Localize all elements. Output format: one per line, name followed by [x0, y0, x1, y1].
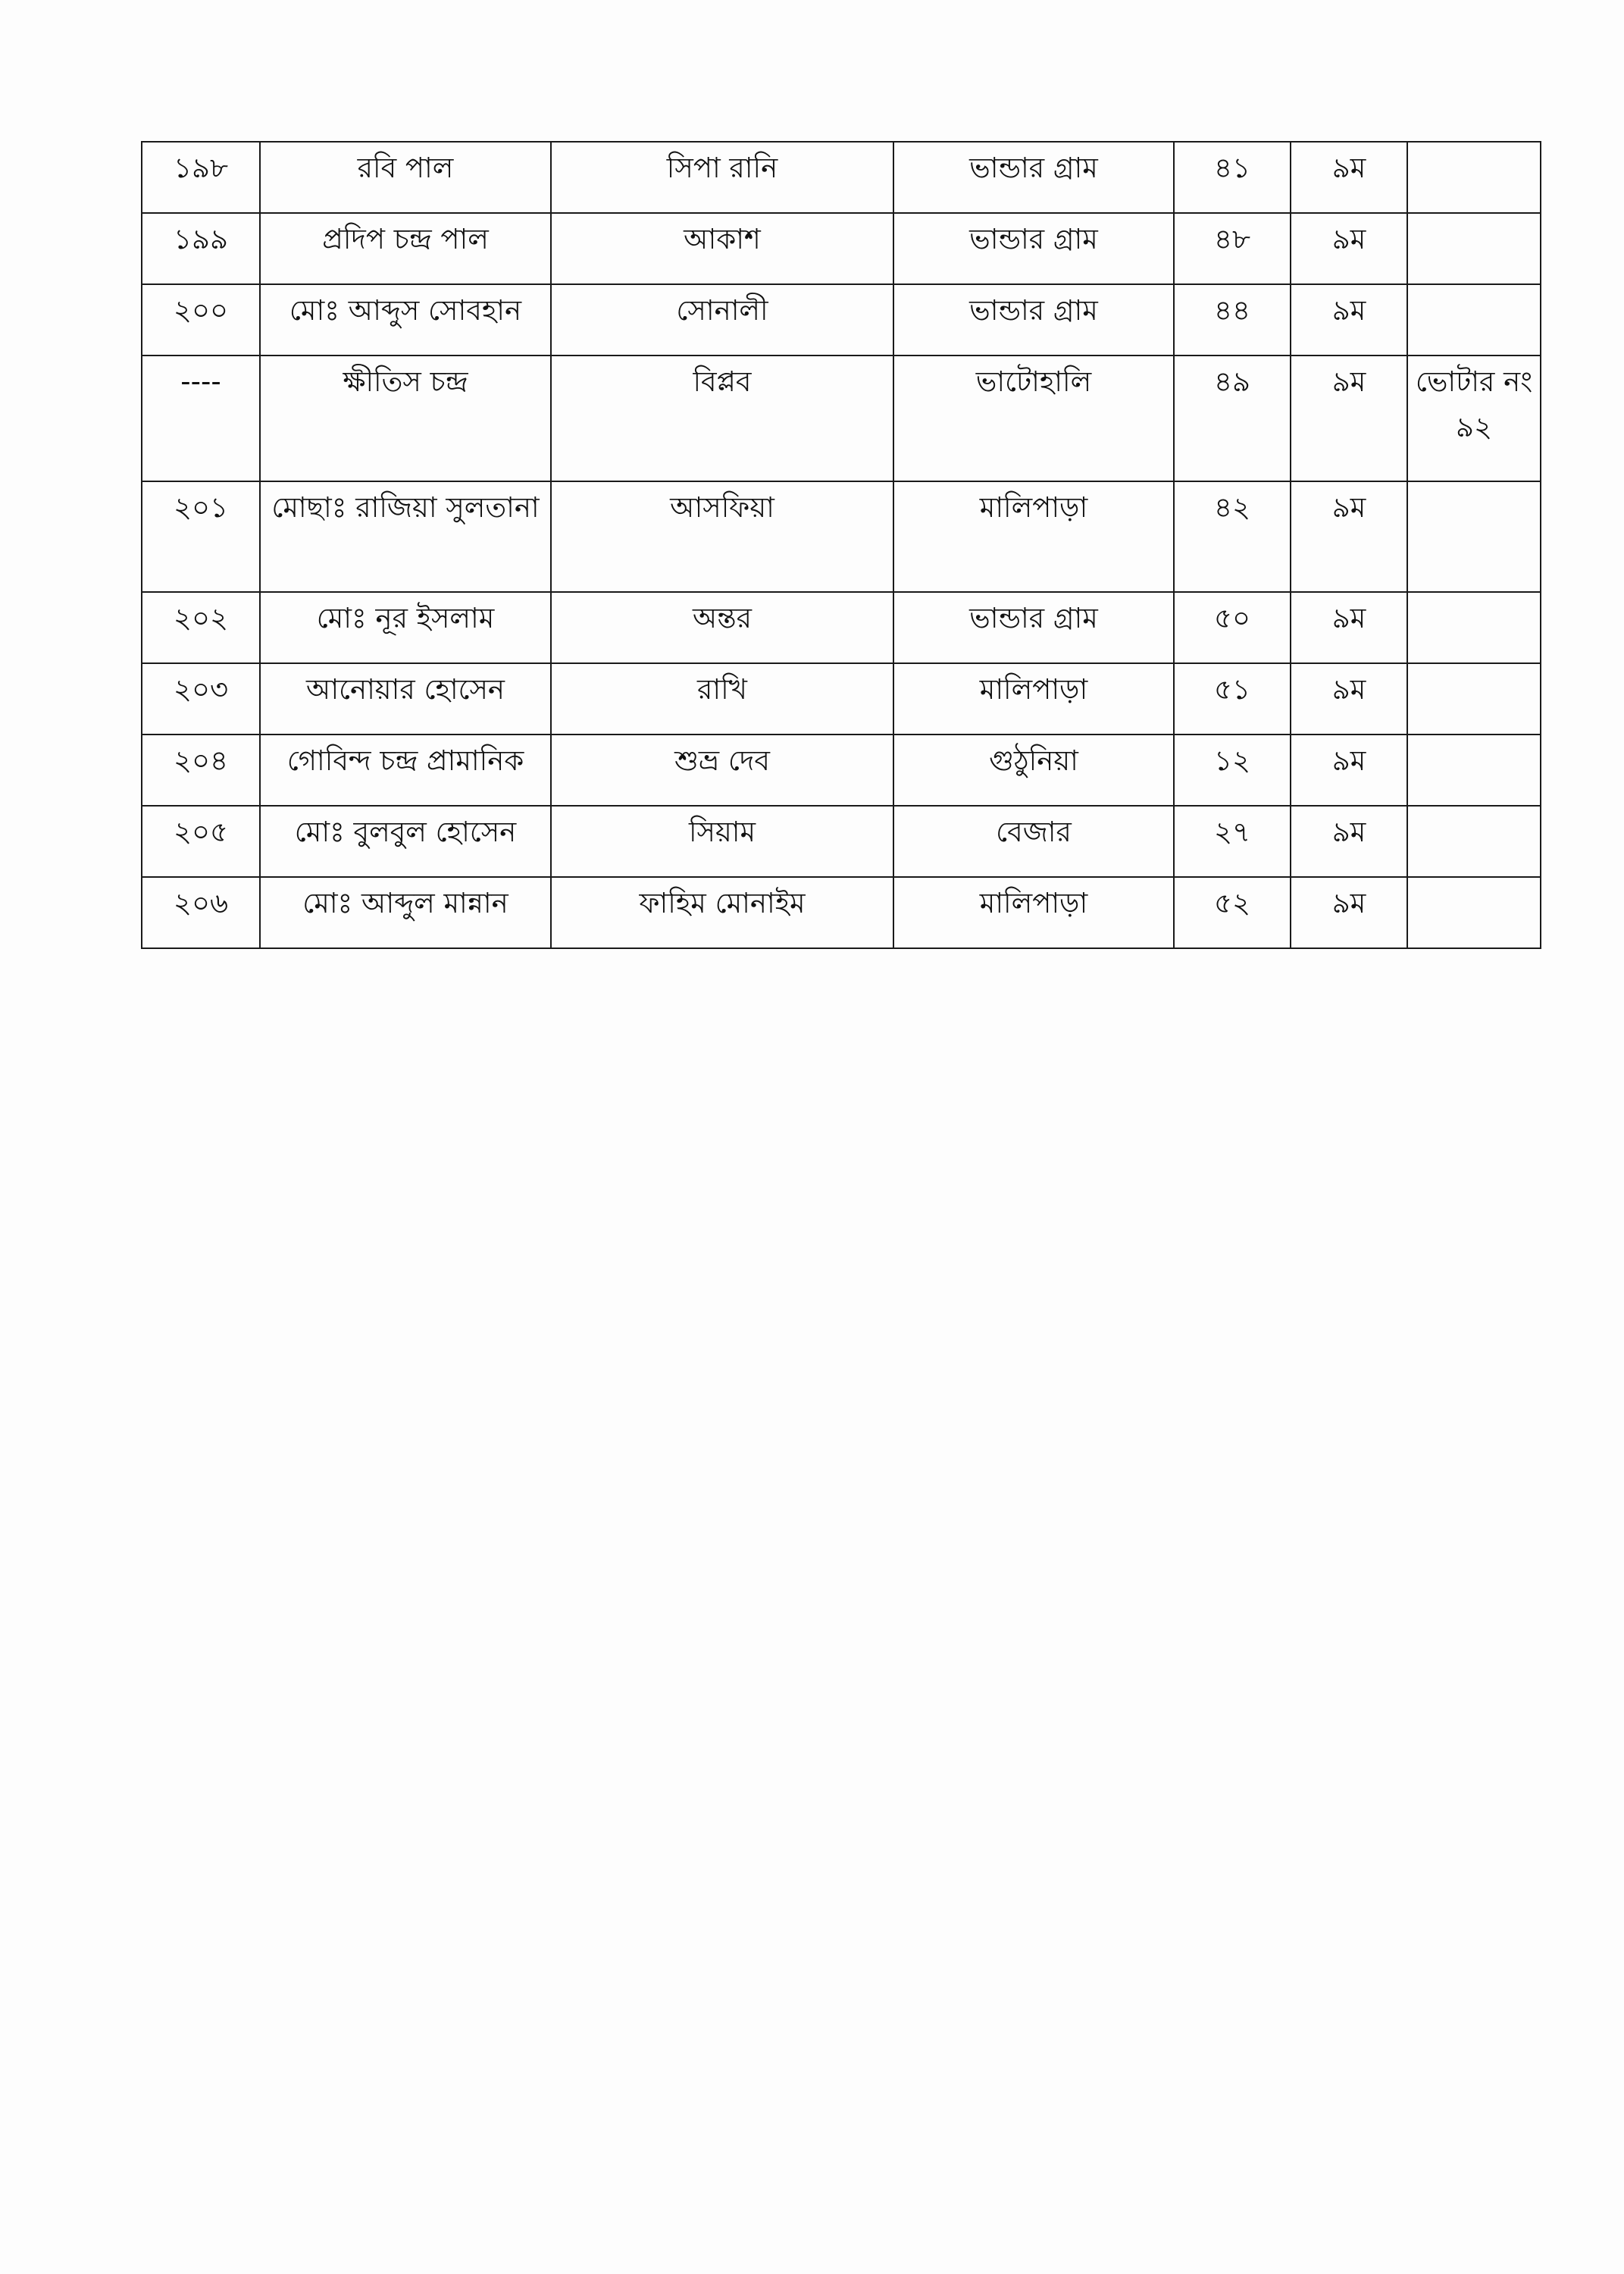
class-cell: ৯ম [1291, 735, 1407, 806]
table-row [142, 142, 1541, 213]
roll-cell: ১২ [1174, 735, 1291, 806]
village-cell: ভাটোহালি [893, 356, 1174, 481]
roll-cell: ৫২ [1174, 877, 1291, 948]
table-row [142, 284, 1541, 356]
roll-cell: ৪৯ [1174, 356, 1291, 481]
village-cell: ভান্ডার গ্রাম [893, 592, 1174, 663]
roll-cell: ৪৪ [1174, 284, 1291, 356]
remark-cell [1407, 877, 1541, 948]
class-cell: ৯ম [1291, 284, 1407, 356]
roll-cell: ৫০ [1174, 592, 1291, 663]
name-cell: মোঃ আব্দুস সোবহান [260, 284, 551, 356]
village-cell: মালিপাড়া [893, 663, 1174, 735]
table-row [142, 806, 1541, 877]
class-cell: ৯ম [1291, 877, 1407, 948]
class-cell: ৯ম [1291, 592, 1407, 663]
name-cell: ক্ষীতিস চন্দ্র [260, 356, 551, 481]
roll-cell: ২৭ [1174, 806, 1291, 877]
serial-cell: ১৯৯ [142, 213, 260, 284]
village-cell: মালিপাড়া [893, 877, 1174, 948]
village-cell: ভান্ডার গ্রাম [893, 213, 1174, 284]
name-cell: মোঃ নূর ইসলাম [260, 592, 551, 663]
table-row [142, 877, 1541, 948]
table-row [142, 213, 1541, 284]
name-cell: প্রদিপ চন্দ্র পাল [260, 213, 551, 284]
guardian-cell: শুভ্র দেব [551, 735, 893, 806]
class-cell: ৯ম [1291, 806, 1407, 877]
roll-cell: ৪৮ [1174, 213, 1291, 284]
roll-cell: ৫১ [1174, 663, 1291, 735]
guardian-cell: ফাহিম মোনাইম [551, 877, 893, 948]
guardian-cell: অন্তর [551, 592, 893, 663]
roll-cell: ৪২ [1174, 481, 1291, 592]
guardian-cell: বিপ্লব [551, 356, 893, 481]
name-cell: রবি পাল [260, 142, 551, 213]
guardian-cell: সোনালী [551, 284, 893, 356]
table-row [142, 481, 1541, 592]
name-cell: আনোয়ার হোসেন [260, 663, 551, 735]
village-cell: ভান্ডার গ্রাম [893, 142, 1174, 213]
guardian-cell: সিয়াম [551, 806, 893, 877]
serial-cell: ২০৫ [142, 806, 260, 877]
village-cell: ভান্ডার গ্রাম [893, 284, 1174, 356]
remark-cell [1407, 142, 1541, 213]
serial-cell: ২০৩ [142, 663, 260, 735]
guardian-cell: আসফিয়া [551, 481, 893, 592]
guardian-cell: আকাশ [551, 213, 893, 284]
remark-cell [1407, 284, 1541, 356]
village-cell: বেজার [893, 806, 1174, 877]
remark-cell [1407, 481, 1541, 592]
remark-cell [1407, 663, 1541, 735]
remark-cell: ভোটার নং ৯২ [1407, 356, 1541, 481]
remark-cell [1407, 806, 1541, 877]
guardian-cell: রাখি [551, 663, 893, 735]
serial-cell: ২০১ [142, 481, 260, 592]
serial-cell: ২০২ [142, 592, 260, 663]
class-cell: ৯ম [1291, 356, 1407, 481]
student-list-table [141, 141, 1541, 949]
name-cell: মোছাঃ রাজিয়া সুলতানা [260, 481, 551, 592]
serial-cell: ১৯৮ [142, 142, 260, 213]
class-cell: ৯ম [1291, 663, 1407, 735]
table-row [142, 356, 1541, 481]
guardian-cell: সিপা রানি [551, 142, 893, 213]
remark-cell [1407, 735, 1541, 806]
remark-cell [1407, 592, 1541, 663]
class-cell: ৯ম [1291, 142, 1407, 213]
table-row [142, 592, 1541, 663]
serial-cell: ---- [142, 356, 260, 481]
name-cell: মোঃ বুলবুল হোসেন [260, 806, 551, 877]
name-cell: মোঃ আব্দুল মান্নান [260, 877, 551, 948]
serial-cell: ২০৬ [142, 877, 260, 948]
village-cell: মালিপাড়া [893, 481, 1174, 592]
class-cell: ৯ম [1291, 213, 1407, 284]
class-cell: ৯ম [1291, 481, 1407, 592]
name-cell: গোবিন্দ চন্দ্র প্রামানিক [260, 735, 551, 806]
serial-cell: ২০৪ [142, 735, 260, 806]
table-row [142, 735, 1541, 806]
serial-cell: ২০০ [142, 284, 260, 356]
roll-cell: ৪১ [1174, 142, 1291, 213]
village-cell: গুঠুনিয়া [893, 735, 1174, 806]
table-row [142, 663, 1541, 735]
remark-cell [1407, 213, 1541, 284]
